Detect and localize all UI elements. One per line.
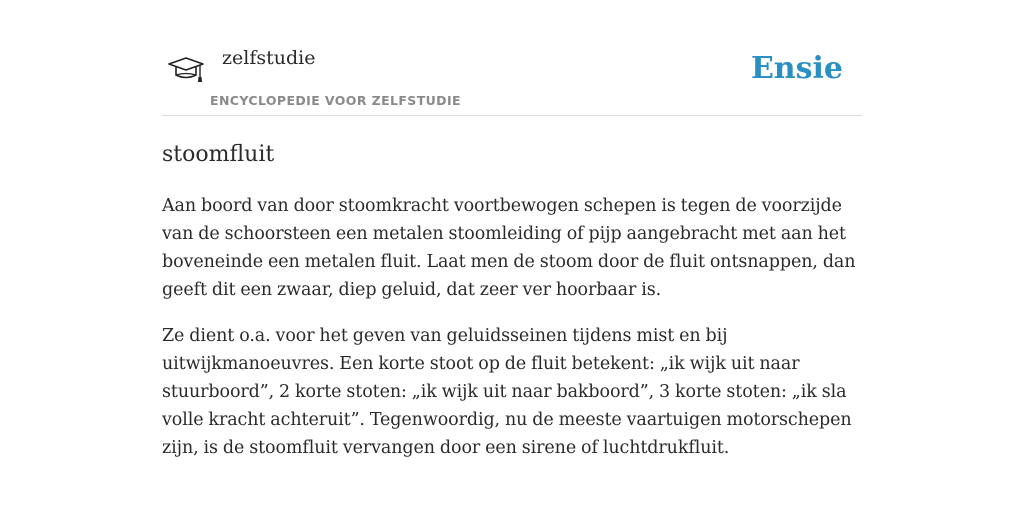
article-paragraph: Ze dient o.a. voor het geven van geluidsseinen tijdens mist en bij uitwijkmanoeuvres. Een korte stoot op de fluit betekent: „ik wijk uit naar stuurboord”, 2 korte stoten: „ik wijk uit naar bakboord”, 3 korte stoten: „ik sla volle kracht achteruit”. Tegenwoordig, nu de meeste vaartuigen motorschepen zijn, is de stoomfluit vervangen door een sirene of luchtdrukfluit. bbox=[162, 326, 852, 458]
header bbox=[162, 0, 862, 116]
site-logo-link[interactable]: Ensie bbox=[750, 51, 843, 86]
page bbox=[162, 0, 862, 512]
article-title: stoomfluit bbox=[162, 142, 275, 167]
graduation-cap-icon bbox=[167, 55, 205, 87]
brand-name[interactable]: zelfstudie bbox=[222, 47, 316, 69]
tagline: ENCYCLOPEDIE VOOR ZELFSTUDIE bbox=[210, 93, 461, 108]
article-paragraph: Aan boord van door stoomkracht voortbewogen schepen is tegen de voorzijde van de schoorsteen een metalen stoomleiding of pijp aangebracht met aan het boveneinde een metalen fluit. Laat men de stoom door de fluit ontsnappen, dan geeft dit een zwaar, diep geluid, dat zeer ver hoorbaar is. bbox=[162, 196, 856, 300]
article-body bbox=[162, 192, 862, 480]
